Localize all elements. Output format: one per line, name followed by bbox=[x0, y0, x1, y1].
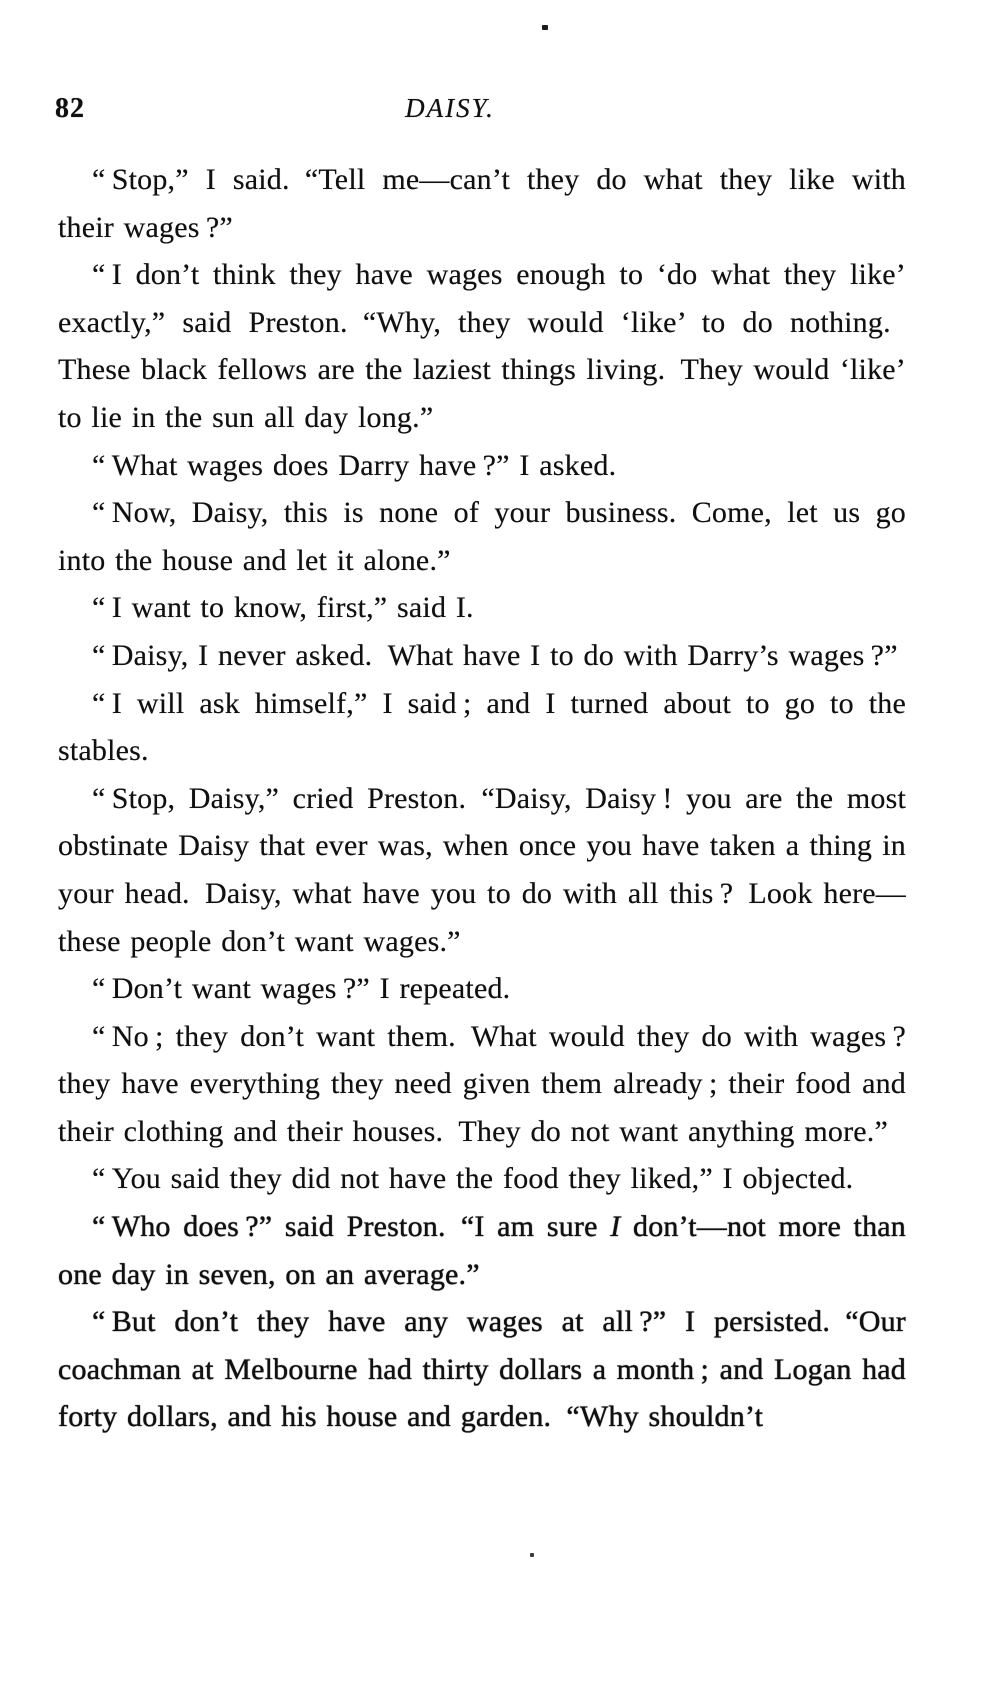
text-run: “ Who does ?” said Preston. “I am sure bbox=[92, 1210, 611, 1244]
page-number: 82 bbox=[55, 93, 85, 124]
page-header bbox=[0, 93, 1000, 133]
paragraph bbox=[58, 251, 906, 441]
text-run: “ I want to know, first,” said I. bbox=[92, 591, 474, 625]
text-run: “ No ; they don’t want them. What would they do with wages ? they have everything they need given them already ; their food and their clothing and their houses. They do not want anything more.” bbox=[58, 1019, 906, 1148]
paragraph bbox=[58, 489, 906, 584]
paragraph bbox=[58, 1155, 906, 1203]
text-run: “ But don’t they have any wages at all ?” I persisted. “Our coachman at Melbourne had thirty dollars a month ; and Logan had forty dollars, and his house and garden. “Why shouldn’t bbox=[58, 1305, 906, 1434]
paragraph bbox=[58, 442, 906, 490]
paragraph bbox=[58, 156, 906, 251]
paragraph bbox=[58, 1013, 906, 1156]
text-run: “ I don’t think they have wages enough to ‘do what they like’ exactly,” said Preston. “Why, they would ‘like’ to do nothing. These black fellows are the laziest things living. They would ‘like’ to lie in the sun all day long.” bbox=[58, 258, 906, 434]
text-run: don’t—not more than one day in seven, on an average.” bbox=[58, 1210, 906, 1291]
scan-speck-mid bbox=[530, 1553, 534, 1557]
paragraph bbox=[58, 965, 906, 1013]
paragraph bbox=[58, 632, 906, 680]
paragraph bbox=[58, 775, 906, 965]
paragraph bbox=[58, 1203, 906, 1298]
text-run: “ Daisy, I never asked. What have I to do with Darry’s wages ?” bbox=[92, 638, 898, 672]
paragraph bbox=[58, 680, 906, 775]
text-run: “ Now, Daisy, this is none of your business. Come, let us go into the house and let it alone.” bbox=[58, 496, 906, 577]
text-run: “ You said they did not have the food they liked,” I objected. bbox=[92, 1162, 854, 1196]
paragraph bbox=[58, 584, 906, 632]
text-body bbox=[58, 156, 906, 1441]
text-run: “ What wages does Darry have ?” I asked. bbox=[92, 448, 617, 482]
text-run: “ I will ask himself,” I said ; and I turned about to go to the stables. bbox=[58, 686, 906, 768]
text-run: “ Stop,” I said. “Tell me—can’t they do what they like with their wages ?” bbox=[58, 163, 906, 244]
scan-speck-top bbox=[542, 25, 548, 30]
text-run: “ Don’t want wages ?” I repeated. bbox=[92, 972, 511, 1006]
italic-run: I bbox=[610, 1210, 621, 1244]
running-title: DAISY. bbox=[405, 93, 495, 123]
text-run: “ Stop, Daisy,” cried Preston. “Daisy, Daisy ! you are the most obstinate Daisy that ever was, when once you have taken a thing in your head. Daisy, what have you to do with all this ? Look here—these people don’t want wages.” bbox=[58, 781, 906, 958]
paragraph bbox=[58, 1298, 906, 1441]
